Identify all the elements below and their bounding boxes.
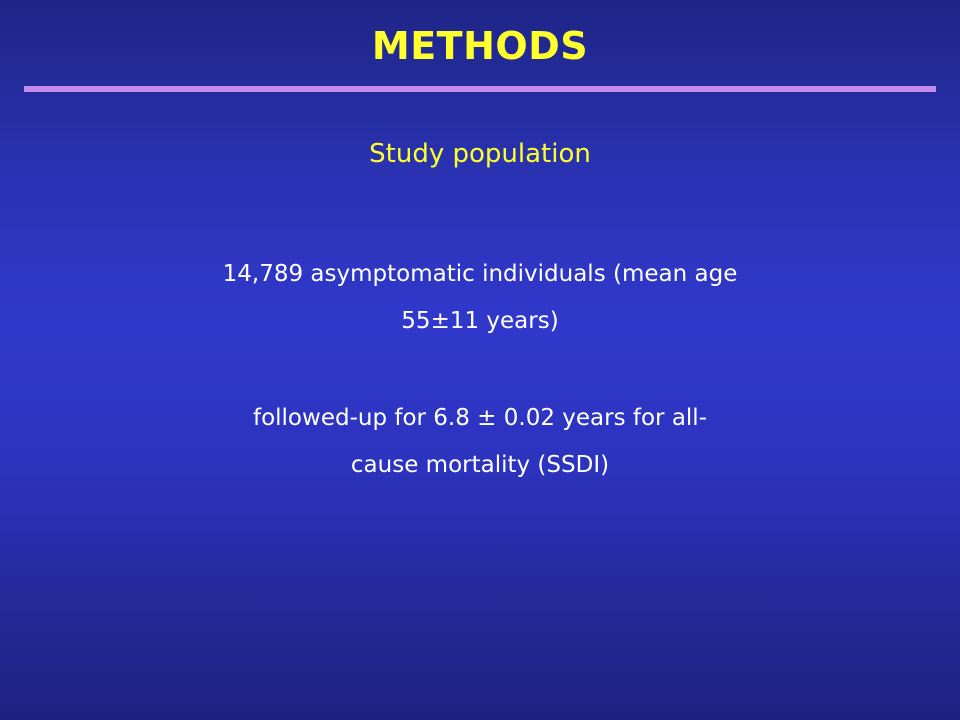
paragraph-line: followed-up for 6.8 ± 0.02 years for all- xyxy=(252,405,707,431)
followup-paragraph xyxy=(180,395,780,489)
paragraph-line: 14,789 asymptomatic individuals (mean age xyxy=(222,261,738,287)
population-paragraph xyxy=(180,251,780,345)
paragraph-line: 55±11 years) xyxy=(401,308,559,334)
slide-title: METHODS xyxy=(371,24,589,68)
section-subtitle: Study population xyxy=(369,139,591,169)
title-divider xyxy=(24,86,936,92)
paragraph-line: cause mortality (SSDI) xyxy=(350,452,610,478)
